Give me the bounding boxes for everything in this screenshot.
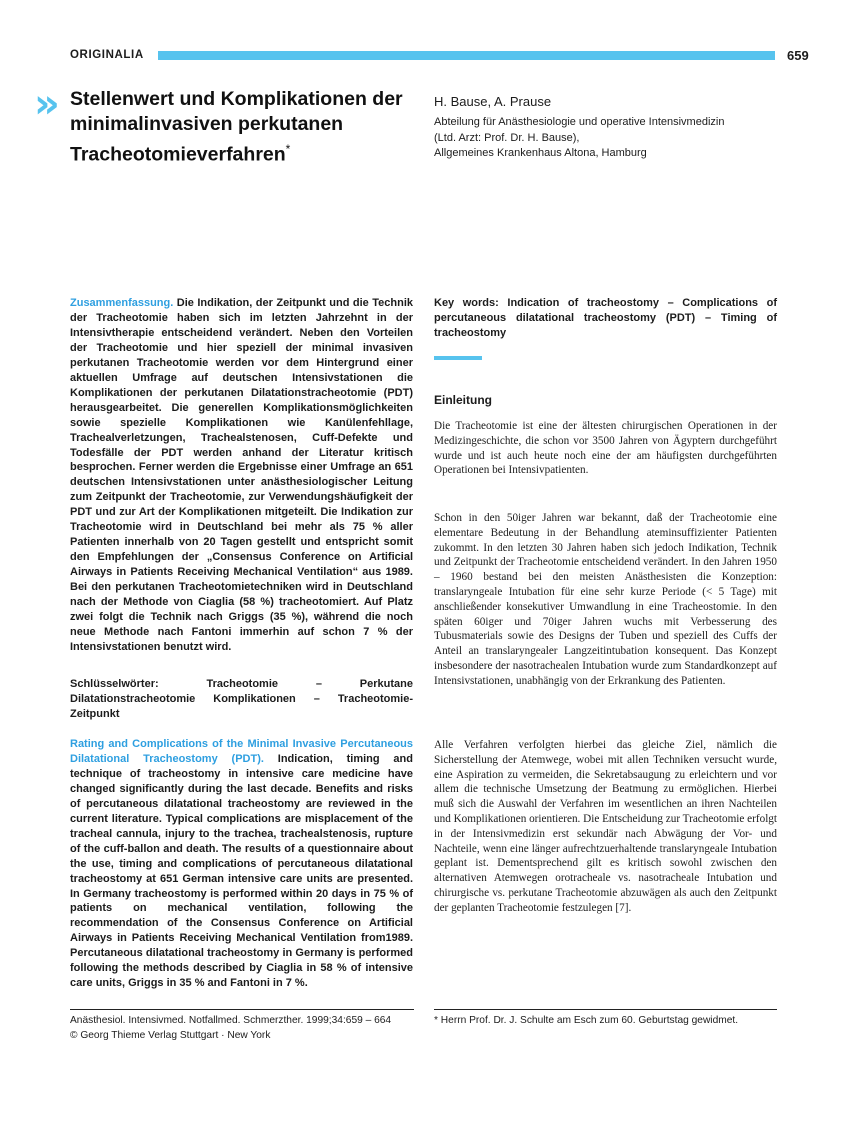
affiliation-line: (Ltd. Arzt: Prof. Dr. H. Bause), [434, 131, 580, 144]
dedication-footnote: * Herrn Prof. Dr. J. Schulte am Esch zum 60. Geburtstag gewidmet. [434, 1015, 739, 1026]
affiliation-line: Allgemeines Krankenhaus Altona, Hamburg [434, 147, 647, 159]
authors: H. Bause, A. Prause [434, 94, 552, 109]
quote-mark-icon: » [34, 81, 60, 127]
affiliation [434, 115, 724, 162]
abstract-german [70, 296, 413, 655]
abstract-german-text: Die Indikation, der Zeitpunkt und die Technik der Tracheotomie haben sich im letzten Jahrzehnt in der Intensivtherapie entscheidend verändert. Neben den Vorteilen der Tracheotomie und hier speziell der minimal invasiven perkutanen Tracheotomie werden vor dem Hintergrund einer aktuellen Umfrage auf deutschen Intensivstationen die Komplikationen der perkutanen Dilatationstracheotomie (PDT) herausgearbeitet. Die generellen Komplikationsmöglichkeiten sowie spezielle Komplikationen wie Kanülenfehllage, Trachealverletzungen, Trachealstenosen, Cuff-Defekte und Todesfälle der PDT werden anhand der Literatur kritisch besprochen. Ferner werden die Ergebnisse einer Umfrage an 651 deutschen Intensivstationen unter anästhesiologischer Leitung zum Zeitpunkt der Tracheotomie, zur Verwendungshäufigkeit der PDT und zur Art der Komplikationen mitgeteilt. Die Indikation zur Tracheotomie wird in Deutschland bei mehr als 75 % aller Patienten innerhalb von 20 Tagen gestellt und entspricht somit den Empfehlungen der „Consensus Conference on Artificial Airways in Patients Receiving Mechanical Ventilation“ aus 1989. Bei den perkutanen Tracheotomietechniken wird in Deutschland nach der Methode von Ciaglia (58 %) tracheotomiert. Auf Platz zwei folgt die Technik nach Griggs (35 %), während die noch neue Methode nach Fantoni immerhin auf schon 7 % der Intensivstationen benutzt wird. [70, 297, 413, 653]
keywords-english-label: Key words: [434, 297, 499, 309]
copyright-line: © Georg Thieme Verlag Stuttgart · New York [70, 1030, 271, 1041]
abstract-english-heading: Rating and Complications of the Minimal Invasive Percutaneous Dilatational Tracheostomy (PDT). [70, 738, 413, 765]
accent-divider [434, 356, 482, 360]
article-title-text: Stellenwert und Komplikationen der minimalinvasiven perkutanen Tracheotomieverfahren [70, 88, 403, 166]
paragraph-text: Schon in den 50iger Jahren war bekannt, daß der Tracheotomie eine elementare Bedeutung in der Behandlung ateminsuffizienter Patienten zukommt. In den letzten 30 Jahren haben sich jedoch Indikation, Technik und Zeitpunkt der Tracheotomie entscheidend verändert. In den Jahren 1950 – 1960 bestand bei den meisten Anästhesisten die Konzeption: translaryngeale Intubation für eine sehr kurze Periode (< 5 Tage) mit anschließender konsekutiver Umwandlung in eine Tracheostomie. In den späten 60iger und 70iger Jahren wuchs mit Verbesserung des Tubusmaterials sowie des Designs der Tuben und speziell des Cuffs der Anteil an translaryngealer Langzeitintubation konsequent. Das Konzept insbesondere der nasotrachealen Intubation wurde zum Standardkonzept auf Intensivstationen, unabhängig von der Erkrankung des Patienten. [434, 512, 777, 687]
paragraph-text: Alle Verfahren verfolgten hierbei das gleiche Ziel, nämlich die Sicherstellung der Atemwege, wobei mit allen Techniken versucht wurde, eine Aspiration zu vermeiden, die Sekretabsaugung zu erleichtern und vor allem die technische Umsetzung der Beatmung zu ermöglichen. Hierbei muß sich die Auswahl der Verfahren im wesentlichen an ihren Nachteilen und Komplikationen orientieren. Die Entscheidung zur Tracheotomie erfolgt in der Intensivmedizin erst sekundär nach Abwägung der Vor- und Nachteile, wenn eine länger aufrechtzuerhaltende translaryngeale Intubation geplant ist. Dementsprechend gilt es kritisch sowohl zwischen den alternativen Atemwegen orotracheale vs. nasotracheale Intubation und chirurgische vs. perkutane Tracheotomie abzuwägen als auch den Zeitpunkt der geplanten Tracheotomie festzulegen [7]. [434, 739, 777, 914]
keywords-german [70, 677, 413, 722]
body-paragraph [434, 419, 777, 478]
body-paragraph [434, 738, 777, 916]
article-title [70, 87, 415, 168]
abstract-english [70, 737, 413, 991]
header-bar [158, 51, 775, 60]
abstract-english-text: Indication, timing and technique of tracheostomy in intensive care medicine have changed significantly during the last decade. Benefits and risks of percutaneous dilatational tracheostomy are reviewed in the current literature. Typical complications are misplacement of the tracheal cannula, injury to the trachea, trachealstenosis, rupture of the cuff-ballon and death. The results of a questionnaire about the use, timing and complications of percutaneous dilatational tracheostomy at 651 German intensive care units are presented. In Germany tracheostomy is performed within 20 days in 75 % of patients on mechanical ventilation, following the recommendation of the Consensus Conference on Artificial Airways in Patients Receiving Mechanical Ventilation from1989. Percutaneous dilatational tracheostomy in Germany is performed following the methods described by Ciaglia in 58 % of intensive care units, Griggs in 35 % and Fantoni in 7 %. [70, 752, 413, 990]
section-label: ORIGINALIA [70, 49, 144, 61]
citation-line: Anästhesiol. Intensivmed. Notfallmed. Schmerzther. 1999;34:659 – 664 [70, 1015, 392, 1026]
affiliation-line: Abteilung für Anästhesiologie und operative Intensivmedizin [434, 116, 725, 128]
page-number: 659 [787, 48, 809, 63]
paragraph-text: Die Tracheotomie ist eine der ältesten chirurgischen Operationen in der Medizingeschichte, die schon vor 3500 Jahren von Ägyptern durchgeführt wurde und ist auch heute noch eine der am häufigsten durchgeführten Operationen bei Intensivpatienten. [434, 420, 777, 477]
footer-rule [434, 1009, 777, 1010]
section-heading-introduction: Einleitung [434, 393, 492, 407]
body-paragraph [434, 511, 777, 689]
footer-rule [70, 1009, 414, 1010]
journal-citation [70, 1013, 391, 1043]
title-footnote-marker: * [285, 142, 291, 156]
abstract-german-heading: Zusammenfassung. [70, 297, 174, 309]
keywords-english-text: Indication of tracheostomy – Complications of percutaneous dilatational tracheostomy (PDT) – Timing of tracheostomy [434, 297, 777, 339]
keywords-german-text: Tracheotomie – Perkutane Dilatationstracheotomie Komplikationen – Tracheotomie-Zeitpunkt [70, 678, 413, 720]
keywords-english [434, 296, 777, 341]
keywords-german-label: Schlüsselwörter: [70, 678, 159, 690]
